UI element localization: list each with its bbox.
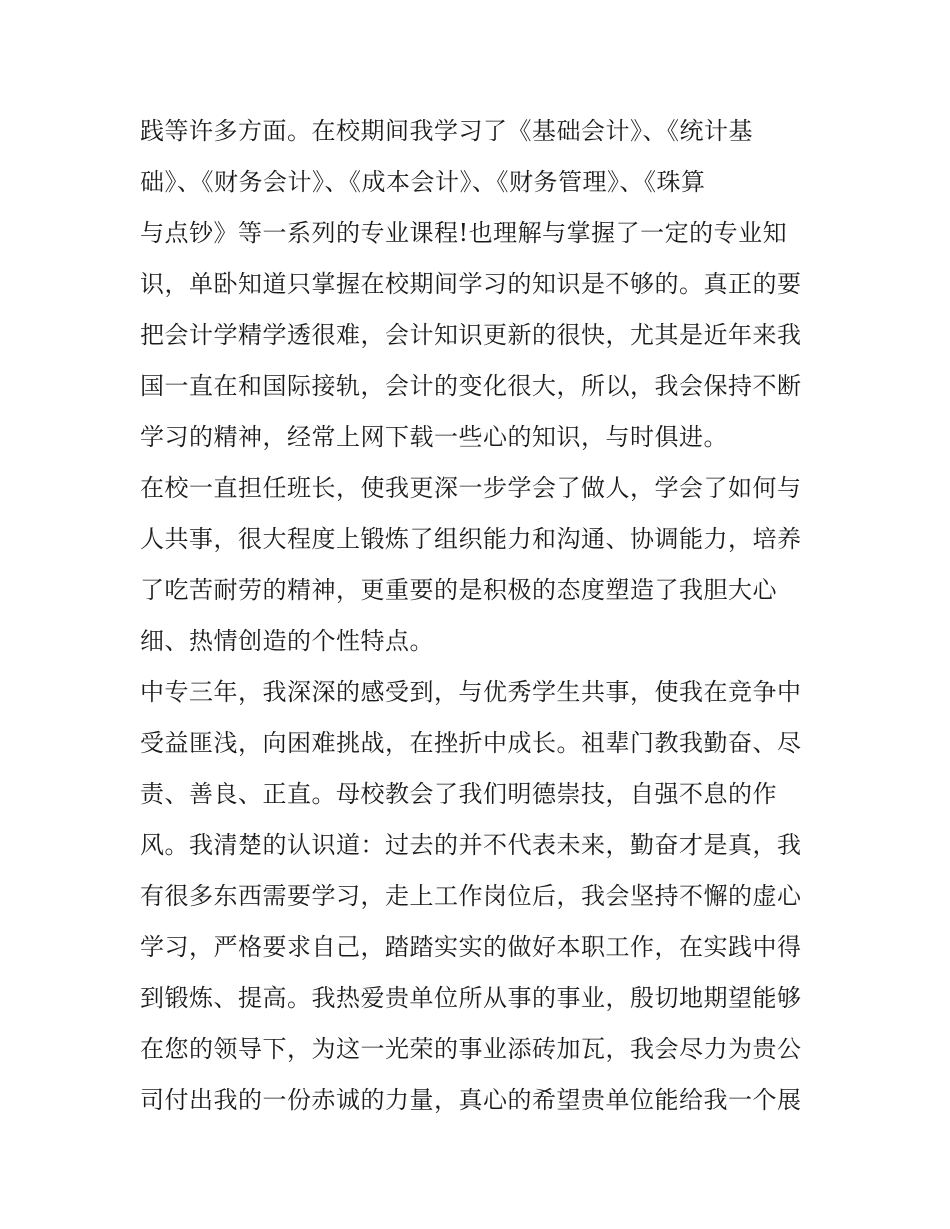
- text-line: 到锻炼、提高。我热爱贵单位所从事的事业，殷切地期望能够: [140, 984, 802, 1012]
- text-line: 在您的领导下，为这一光荣的事业添砖加瓦，我会尽力为贵公: [140, 1035, 802, 1063]
- text-line: 学习，严格要求自己，踏踏实实的做好本职工作，在实践中得: [140, 933, 802, 961]
- text-line: 细、热情创造的个性特点。: [140, 627, 434, 655]
- text-line: 了吃苦耐劳的精神，更重要的是积极的态度塑造了我胆大心: [140, 576, 777, 604]
- text-line: 在校一直担任班长，使我更深一步学会了做人，学会了如何与: [140, 474, 802, 502]
- text-line: 础》、《财务会计》、《成本会计》、《财务管理》、《珠算: [140, 168, 706, 196]
- text-line: 司付出我的一份赤诚的力量，真心的希望贵单位能给我一个展: [140, 1086, 802, 1114]
- body-text: [140, 106, 830, 1126]
- text-line: 责、善良、正直。母校教会了我们明德崇技，自强不息的作: [140, 780, 777, 808]
- text-line: 中专三年，我深深的感受到，与优秀学生共事，使我在竞争中: [140, 678, 802, 706]
- text-line: 践等许多方面。在校期间我学习了《基础会计》、《统计基: [140, 117, 753, 145]
- text-line: 与点钞》等一系列的专业课程!也理解与掌握了一定的专业知: [140, 219, 788, 247]
- text-line: 风。我清楚的认识道：过去的并不代表未来，勤奋才是真，我: [140, 831, 802, 859]
- text-line: 受益匪浅，向困难挑战，在挫折中成长。祖辈门教我勤奋、尽: [140, 729, 802, 757]
- text-line: 有很多东西需要学习，走上工作岗位后，我会坚持不懈的虚心: [140, 882, 802, 910]
- text-line: 国一直在和国际接轨，会计的变化很大，所以，我会保持不断: [140, 372, 802, 400]
- text-line: 把会计学精学透很难，会计知识更新的很快，尤其是近年来我: [140, 321, 802, 349]
- text-line: 人共事，很大程度上锻炼了组织能力和沟通、协调能力，培养: [140, 525, 802, 553]
- text-line: 识，单卧知道只掌握在校期间学习的知识是不够的。真正的要: [140, 270, 802, 298]
- text-line: 学习的精神，经常上网下载一些心的知识，与时俱进。: [140, 423, 728, 451]
